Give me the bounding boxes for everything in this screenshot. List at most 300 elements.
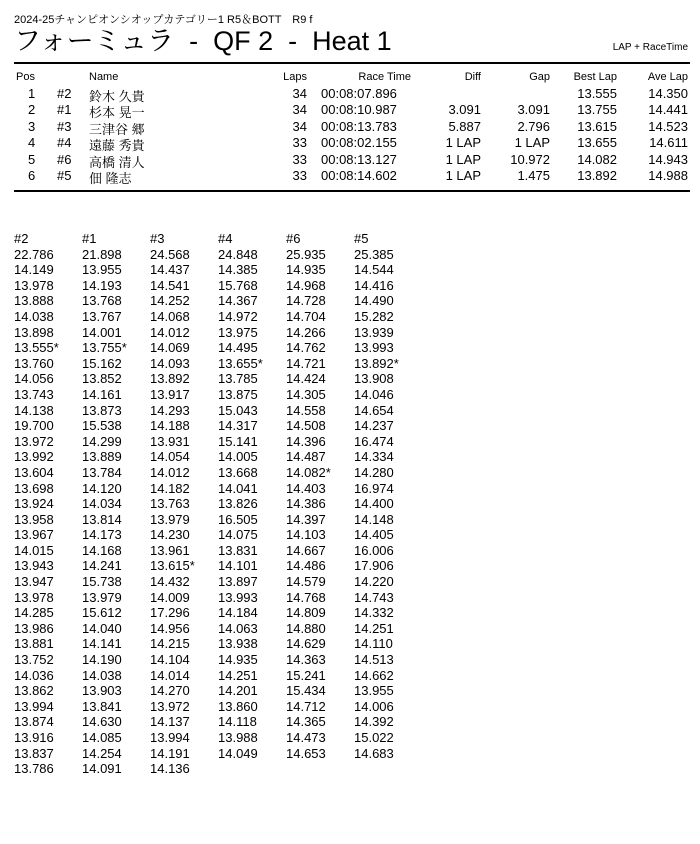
lap-time-cell: 13.604 [14, 464, 54, 480]
lap-row [14, 293, 422, 309]
lap-time-cell: 14.036 [14, 667, 54, 683]
lap-row [14, 527, 422, 543]
lap-row [14, 512, 422, 528]
lap-time-cell: 14.972 [218, 308, 258, 324]
lap-time-cell: 14.935 [286, 262, 326, 278]
result-no: #6 [57, 151, 72, 167]
lap-time-cell: 17.906 [354, 558, 394, 574]
lap-time-cell: 14.721 [286, 355, 326, 371]
col-laps: Laps [283, 71, 307, 83]
lap-row [14, 636, 422, 652]
lap-mode-label: LAP + RaceTime [612, 42, 688, 53]
lap-time-cell: 14.334 [354, 449, 394, 465]
lap-time-cell: 13.555* [14, 340, 59, 356]
lap-time-cell: 14.103 [286, 527, 326, 543]
lap-time-cell: 14.173 [82, 527, 122, 543]
lap-time-cell: 14.049 [218, 745, 258, 761]
lap-row [14, 434, 422, 450]
lap-time-cell: 14.712 [286, 698, 326, 714]
lap-time-cell: 14.367 [218, 293, 258, 309]
lap-time-cell: 14.075 [218, 527, 258, 543]
lap-time-cell: 14.001 [82, 324, 122, 340]
result-gap: 10.972 [510, 151, 550, 167]
result-race-time: 00:08:14.602 [321, 168, 397, 183]
results-header [0, 71, 700, 85]
lap-time-cell: 14.104 [150, 652, 190, 668]
lap-times-table [14, 231, 422, 777]
result-no: #4 [57, 135, 72, 151]
lap-time-cell: 13.826 [218, 496, 258, 512]
lap-column-header: #4 [218, 231, 233, 246]
col-name: Name [89, 71, 119, 83]
result-race-time: 00:08:07.896 [321, 86, 397, 101]
lap-row [14, 574, 422, 590]
lap-row [14, 403, 422, 419]
lap-time-cell: 14.299 [82, 433, 122, 449]
lap-time-cell: 14.251 [354, 620, 394, 636]
lap-time-cell: 14.190 [82, 652, 122, 668]
result-laps: 34 [292, 102, 307, 118]
lap-time-cell: 14.396 [286, 433, 326, 449]
lap-time-cell: 15.738 [82, 574, 122, 590]
lap-row [14, 714, 422, 730]
lap-time-cell: 14.012 [150, 464, 190, 480]
lap-time-cell: 14.880 [286, 620, 326, 636]
lap-time-cell: 14.317 [218, 418, 258, 434]
result-diff: 1 LAP [445, 135, 481, 151]
lap-time-cell: 13.698 [14, 480, 54, 496]
lap-time-cell: 13.862 [14, 683, 54, 699]
lap-time-cell: 14.397 [286, 511, 326, 527]
lap-time-cell: 13.947 [14, 574, 54, 590]
lap-time-cell: 13.760 [14, 355, 54, 371]
lap-time-cell: 13.668 [218, 464, 258, 480]
result-race-time: 00:08:13.783 [321, 118, 397, 134]
result-best-lap: 13.555 [577, 86, 617, 101]
lap-time-cell: 14.005 [218, 449, 258, 465]
lap-time-cell: 14.486 [286, 558, 326, 574]
lap-time-cell: 13.743 [14, 386, 54, 402]
lap-time-cell: 14.056 [14, 371, 54, 387]
result-diff: 1 LAP [445, 151, 481, 167]
lap-time-cell: 14.630 [82, 714, 122, 730]
lap-time-cell: 14.220 [354, 574, 394, 590]
lap-time-cell: 14.403 [286, 480, 326, 496]
lap-time-cell: 14.041 [218, 480, 258, 496]
result-diff: 5.887 [448, 118, 481, 134]
result-race-time: 00:08:10.987 [321, 102, 397, 118]
lap-time-cell: 13.881 [14, 636, 54, 652]
result-gap: 2.796 [517, 118, 550, 134]
lap-time-cell: 14.015 [14, 542, 54, 558]
lap-time-cell [218, 761, 286, 777]
lap-row [14, 481, 422, 497]
result-best-lap: 13.892 [577, 168, 617, 183]
lap-time-cell: 15.768 [218, 277, 258, 293]
lap-time-cell: 13.978 [14, 277, 54, 293]
lap-time-cell: 14.968 [286, 277, 326, 293]
lap-time-cell: 14.168 [82, 542, 122, 558]
lap-time-cell: 15.538 [82, 418, 122, 434]
lap-time-cell: 13.955 [354, 683, 394, 699]
lap-column-header: #2 [14, 231, 29, 246]
lap-time-cell: 13.898 [14, 324, 54, 340]
lap-time-cell: 14.935 [218, 652, 258, 668]
lap-time-cell: 14.558 [286, 402, 326, 418]
lap-time-cell: 14.728 [286, 293, 326, 309]
lap-time-cell: 14.149 [14, 262, 54, 278]
col-ave-lap: Ave Lap [647, 71, 688, 83]
result-laps: 33 [292, 135, 307, 151]
lap-time-cell: 14.046 [354, 386, 394, 402]
result-laps: 33 [292, 168, 307, 183]
lap-time-cell: 14.762 [286, 340, 326, 356]
lap-time-cell: 13.784 [82, 464, 122, 480]
lap-time-cell: 16.505 [218, 511, 258, 527]
lap-time-cell: 14.270 [150, 683, 190, 699]
result-pos: 2 [28, 102, 36, 118]
result-no: #3 [57, 118, 72, 134]
lap-time-cell: 13.837 [14, 745, 54, 761]
result-race-time: 00:08:02.155 [321, 135, 397, 151]
result-row [0, 151, 700, 170]
lap-time-cell: 14.405 [354, 527, 394, 543]
lap-row [14, 247, 422, 263]
lap-time-cell: 14.629 [286, 636, 326, 652]
lap-time-cell: 13.994 [14, 698, 54, 714]
lap-time-cell: 13.917 [150, 386, 190, 402]
lap-time-cell: 13.992 [14, 449, 54, 465]
result-ave-lap: 14.350 [648, 86, 688, 101]
result-best-lap: 13.655 [577, 135, 617, 151]
lap-time-cell: 14.280 [354, 464, 394, 480]
header-divider [14, 62, 690, 64]
lap-time-cell: 14.161 [82, 386, 122, 402]
col-race-time: Race Time [358, 71, 411, 83]
lap-time-cell: 13.978 [14, 589, 54, 605]
lap-time-cell: 13.860 [218, 698, 258, 714]
lap-time-cell: 14.579 [286, 574, 326, 590]
lap-time-cell: 13.972 [14, 433, 54, 449]
lap-time-cell: 14.012 [150, 324, 190, 340]
lap-time-cell: 14.230 [150, 527, 190, 543]
lap-time-cell: 14.093 [150, 355, 190, 371]
lap-row [14, 309, 422, 325]
lap-time-cell: 14.495 [218, 340, 258, 356]
page-title: フォーミュラ - QF 2 - Heat 1 [14, 26, 392, 56]
lap-time-cell: 13.967 [14, 527, 54, 543]
lap-time-cell: 14.193 [82, 277, 122, 293]
lap-row [14, 558, 422, 574]
lap-time-cell: 13.993 [354, 340, 394, 356]
lap-time-cell: 14.385 [218, 262, 258, 278]
lap-time-cell: 14.363 [286, 652, 326, 668]
lap-time-cell: 13.752 [14, 652, 54, 668]
result-name: 佃 隆志 [89, 171, 132, 186]
lap-time-cell: 14.182 [150, 480, 190, 496]
lap-time-cell: 22.786 [14, 246, 54, 262]
lap-row [14, 730, 422, 746]
lap-time-cell: 14.085 [82, 730, 122, 745]
lap-row [14, 699, 422, 715]
lap-time-cell: 15.141 [218, 433, 258, 449]
event-subtitle: 2024-25チャンピオンシオップカテゴリー1 R5＆BOTT R9 f [14, 14, 313, 26]
lap-time-cell: 15.434 [286, 683, 326, 699]
lap-time-cell: 14.091 [82, 761, 122, 777]
result-diff: 3.091 [448, 102, 481, 118]
lap-time-cell: 14.141 [82, 636, 122, 652]
result-laps: 34 [292, 118, 307, 134]
lap-time-cell: 14.508 [286, 418, 326, 434]
lap-time-cell: 14.490 [354, 293, 394, 309]
lap-time-cell: 14.034 [82, 496, 122, 512]
result-ave-lap: 14.611 [649, 135, 688, 151]
lap-time-cell: 13.975 [218, 324, 258, 340]
lap-time-cell: 13.993 [218, 589, 258, 605]
lap-time-cell: 14.667 [286, 542, 326, 558]
lap-row [14, 356, 422, 372]
lap-time-cell: 14.068 [150, 308, 190, 324]
lap-times-header [14, 231, 422, 247]
result-diff: 1 LAP [445, 168, 481, 183]
lap-time-cell: 14.120 [82, 480, 122, 496]
lap-time-cell: 14.293 [150, 402, 190, 418]
lap-time-cell: 14.054 [150, 449, 190, 465]
lap-column-header: #6 [286, 231, 301, 246]
result-pos: 4 [28, 135, 36, 151]
result-name: 遠藤 秀貴 [89, 138, 145, 154]
lap-time-cell: 14.009 [150, 589, 190, 605]
lap-time-cell: 13.786 [14, 761, 54, 777]
lap-time-cell: 14.191 [150, 745, 190, 761]
lap-row [14, 543, 422, 559]
lap-row [14, 278, 422, 294]
lap-time-cell: 15.043 [218, 402, 258, 418]
lap-time-cell: 13.831 [218, 542, 258, 558]
lap-time-cell: 13.961 [150, 542, 190, 558]
result-ave-lap: 14.523 [648, 118, 688, 134]
lap-time-cell: 14.014 [150, 667, 190, 683]
lap-time-cell: 14.513 [354, 652, 394, 668]
lap-time-cell: 14.365 [286, 714, 326, 730]
lap-time-cell: 13.916 [14, 730, 54, 745]
result-race-time: 00:08:13.127 [321, 151, 397, 167]
lap-row [14, 652, 422, 668]
lap-time-cell: 14.654 [354, 402, 394, 418]
lap-time-cell: 14.662 [354, 667, 394, 683]
lap-row [14, 449, 422, 465]
lap-time-cell: 15.241 [286, 667, 326, 683]
lap-time-cell: 25.385 [354, 246, 394, 262]
result-row [0, 86, 700, 104]
lap-time-cell: 14.237 [354, 418, 394, 434]
lap-row [14, 387, 422, 403]
lap-time-cell: 14.683 [354, 745, 394, 761]
result-pos: 3 [28, 118, 36, 134]
lap-time-cell [354, 761, 422, 777]
lap-row [14, 262, 422, 278]
lap-time-cell: 13.955 [82, 262, 122, 278]
lap-time-cell: 14.118 [218, 714, 257, 730]
lap-time-cell: 14.386 [286, 496, 326, 512]
lap-time-cell: 14.184 [218, 605, 258, 621]
lap-row [14, 668, 422, 684]
lap-row [14, 496, 422, 512]
lap-time-cell: 14.069 [150, 340, 190, 356]
lap-time-cell: 14.252 [150, 293, 190, 309]
lap-time-cell: 25.935 [286, 246, 326, 262]
result-name: 杉本 晃一 [89, 105, 145, 121]
lap-time-cell: 13.931 [150, 433, 190, 449]
lap-time-cell: 13.972 [150, 698, 190, 714]
lap-time-cell: 13.768 [82, 293, 122, 309]
col-pos: Pos [16, 71, 35, 83]
col-best-lap: Best Lap [573, 71, 617, 83]
result-laps: 33 [292, 151, 307, 167]
lap-time-cell: 14.653 [286, 745, 326, 761]
lap-time-cell: 14.956 [150, 620, 190, 636]
result-pos: 6 [28, 168, 36, 183]
lap-time-cell: 13.908 [354, 371, 394, 387]
lap-time-cell: 13.852 [82, 371, 122, 387]
results-divider [14, 190, 690, 192]
lap-time-cell: 14.215 [150, 636, 190, 652]
lap-time-cell: 13.655* [218, 355, 263, 371]
lap-time-cell: 14.254 [82, 745, 122, 761]
lap-time-cell: 13.988 [218, 730, 258, 745]
lap-time-cell: 14.136 [150, 761, 190, 777]
lap-time-cell: 13.763 [150, 496, 190, 512]
lap-time-cell: 13.938 [218, 636, 258, 652]
lap-time-cell: 13.903 [82, 683, 122, 699]
lap-time-cell: 14.251 [218, 667, 258, 683]
lap-time-cell: 14.082* [286, 464, 331, 480]
lap-row [14, 605, 422, 621]
lap-time-cell: 13.924 [14, 496, 54, 512]
lap-time-cell: 16.474 [354, 433, 394, 449]
lap-time-cell: 13.785 [218, 371, 258, 387]
lap-time-cell: 13.994 [150, 730, 190, 745]
lap-time-cell: 14.544 [354, 262, 394, 278]
lap-row [14, 371, 422, 387]
lap-time-cell: 24.568 [150, 246, 190, 262]
lap-time-cell: 14.201 [218, 683, 258, 699]
result-best-lap: 14.082 [577, 151, 617, 167]
lap-time-cell: 13.841 [82, 698, 122, 714]
result-pos: 1 [28, 86, 36, 101]
lap-time-cell: 14.188 [150, 418, 190, 434]
lap-time-cell: 13.615* [150, 558, 195, 574]
result-pos: 5 [28, 151, 36, 167]
lap-time-cell: 13.986 [14, 620, 54, 636]
lap-column-header: #5 [354, 231, 369, 246]
lap-time-cell: 16.006 [354, 542, 394, 558]
lap-time-cell: 13.767 [82, 308, 122, 324]
result-row [0, 168, 700, 186]
lap-time-cell: 14.400 [354, 496, 394, 512]
lap-time-cell: 14.285 [14, 605, 54, 621]
lap-time-cell: 13.874 [14, 714, 54, 730]
lap-row [14, 621, 422, 637]
lap-time-cell: 14.743 [354, 589, 394, 605]
lap-time-cell: 13.892* [354, 355, 399, 371]
result-gap: 3.091 [517, 102, 550, 118]
lap-row [14, 325, 422, 341]
result-row [0, 135, 700, 154]
lap-time-cell: 14.437 [150, 262, 190, 278]
lap-row [14, 340, 422, 356]
result-ave-lap: 14.441 [648, 102, 688, 118]
result-row [0, 118, 700, 137]
lap-time-cell: 13.875 [218, 386, 258, 402]
lap-time-cell: 16.974 [354, 480, 394, 496]
lap-time-cell: 14.241 [82, 558, 122, 574]
result-best-lap: 13.755 [577, 102, 617, 118]
lap-time-cell: 13.888 [14, 293, 54, 309]
lap-time-cell: 14.332 [354, 605, 394, 621]
lap-time-cell: 14.809 [286, 605, 326, 621]
lap-time-cell: 15.282 [354, 308, 394, 324]
lap-time-cell: 13.873 [82, 402, 122, 418]
lap-time-cell: 14.063 [218, 620, 258, 636]
lap-time-cell: 13.892 [150, 371, 190, 387]
lap-time-cell: 13.889 [82, 449, 122, 465]
result-gap: 1 LAP [514, 135, 550, 151]
result-name: 鈴木 久貴 [89, 89, 145, 104]
lap-time-cell: 14.148 [354, 511, 394, 527]
lap-time-cell: 13.943 [14, 558, 54, 574]
lap-time-cell: 13.755* [82, 340, 127, 356]
lap-row [14, 746, 422, 762]
lap-time-cell: 15.022 [354, 730, 394, 745]
lap-time-cell: 13.897 [218, 574, 258, 590]
col-gap: Gap [529, 71, 550, 83]
lap-time-cell: 14.416 [354, 277, 394, 293]
lap-time-cell: 13.958 [14, 511, 54, 527]
result-name: 高橋 清人 [89, 154, 145, 170]
col-diff: Diff [464, 71, 481, 83]
lap-time-cell: 14.487 [286, 449, 326, 465]
lap-row [14, 465, 422, 481]
lap-time-cell: 19.700 [14, 418, 54, 434]
lap-time-cell: 14.038 [14, 308, 54, 324]
lap-column-header: #3 [150, 231, 165, 246]
lap-time-cell: 14.038 [82, 667, 122, 683]
lap-time-cell: 15.162 [82, 355, 122, 371]
lap-time-cell: 17.296 [150, 605, 190, 621]
lap-time-cell: 14.392 [354, 714, 394, 730]
lap-time-cell: 14.432 [150, 574, 190, 590]
lap-time-cell: 13.939 [354, 324, 394, 340]
lap-time-cell: 14.305 [286, 386, 326, 402]
lap-row [14, 761, 422, 777]
result-ave-lap: 14.988 [648, 168, 688, 183]
lap-time-cell: 14.040 [82, 620, 122, 636]
lap-row [14, 590, 422, 606]
lap-time-cell: 15.612 [82, 605, 122, 621]
result-no: #2 [57, 86, 72, 101]
lap-time-cell: 13.814 [82, 511, 122, 527]
lap-column-header: #1 [82, 231, 97, 246]
lap-time-cell: 14.110 [354, 636, 393, 652]
result-laps: 34 [292, 86, 307, 101]
result-row [0, 102, 700, 121]
result-ave-lap: 14.943 [648, 151, 688, 167]
lap-time-cell: 14.541 [150, 277, 190, 293]
lap-time-cell: 14.101 [218, 558, 258, 574]
result-best-lap: 13.615 [577, 118, 617, 134]
lap-time-cell: 14.473 [286, 730, 326, 745]
